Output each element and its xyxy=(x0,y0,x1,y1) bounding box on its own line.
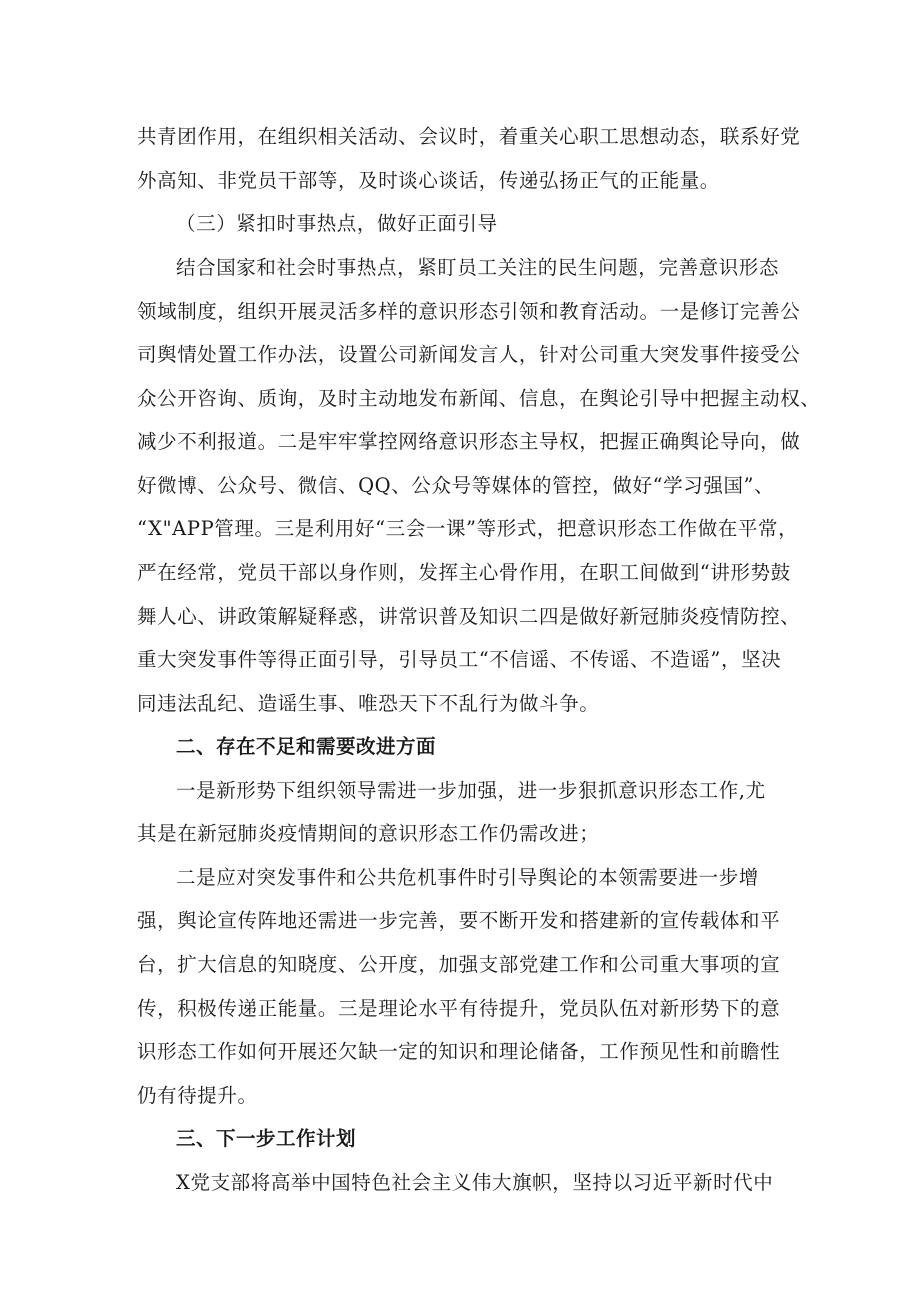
body-line: 结合国家和社会时事热点，紧盯员工关注的民生问题，完善意识形态 xyxy=(176,256,780,279)
body-line: 外高知、非党员干部等，及时谈心谈话，传递弘扬正气的正能量。 xyxy=(137,169,720,192)
body-line: 严在经常，党员干部以身作则，发挥主心骨作用，在职工间做到“讲形势鼓 xyxy=(137,561,791,584)
body-line: 同违法乱纪、造谣生事、唯恐天下不乱行为做斗争。 xyxy=(137,692,600,715)
section-heading: 二、存在不足和需要改进方面 xyxy=(176,735,437,758)
body-line: 减少不利报道。二是牢牢掌控网络意识形态主导权，把握正确舆论导向，做 xyxy=(137,430,801,453)
body-line: 强，舆论宣传阵地还需进一步完善，要不断开发和搭建新的宣传载体和平 xyxy=(137,909,781,932)
body-line: 领域制度，组织开展灵活多样的意识形态引领和教育活动。一是修订完善公 xyxy=(137,300,801,323)
body-line: X党支部将高举中国特色社会主义伟大旗帜，坚持以习近平新时代中 xyxy=(176,1171,774,1194)
body-line: 重大突发事件等得正面引导，引导员工“不信谣、不传谣、不造谣”，坚决 xyxy=(137,648,782,671)
body-line: 好微博、公众号、微信、QQ、公众号等媒体的管控，做好“学习强国”、 xyxy=(137,474,775,497)
body-line: 舞人心、讲政策解疑释惑，讲常识普及知识二四是做好新冠肺炎疫情防控、 xyxy=(137,605,801,628)
body-line: “X"APP管理。三是利用好“三会一课”等形式，把意识形态工作做在平常， xyxy=(137,517,799,540)
section-heading: 三、下一步工作计划 xyxy=(176,1127,357,1150)
subsection-title: （三）紧扣时事热点，做好正面引导 xyxy=(176,212,498,235)
body-line: 其是在新冠肺炎疫情期间的意识形态工作仍需改进； xyxy=(137,822,600,845)
body-line: 传，积极传递正能量。三是理论水平有待提升，党员队伍对新形势下的意 xyxy=(137,997,781,1020)
body-line: 台，扩大信息的知晓度、公开度，加强支部党建工作和公司重大事项的宣 xyxy=(137,953,781,976)
body-line: 共青团作用，在组织相关活动、会议时，着重关心职工思想动态，联系好党 xyxy=(137,125,801,148)
body-line: 仍有待提升。 xyxy=(137,1084,258,1107)
body-line: 众公开咨询、质询，及时主动地发布新闻、信息，在舆论引导中把握主动权、 xyxy=(137,387,821,410)
body-line: 二是应对突发事件和公共危机事件时引导舆论的本领需要进一步增 xyxy=(176,866,759,889)
body-line: 一是新形势下组织领导需进一步加强，进一步狠抓意识形态工作,尤 xyxy=(176,779,766,802)
body-line: 识形态工作如何开展还欠缺一定的知识和理论储备，工作预见性和前瞻性 xyxy=(137,1040,781,1063)
body-line: 司舆情处置工作办法，设置公司新闻发言人，针对公司重大突发事件接受公 xyxy=(137,343,801,366)
